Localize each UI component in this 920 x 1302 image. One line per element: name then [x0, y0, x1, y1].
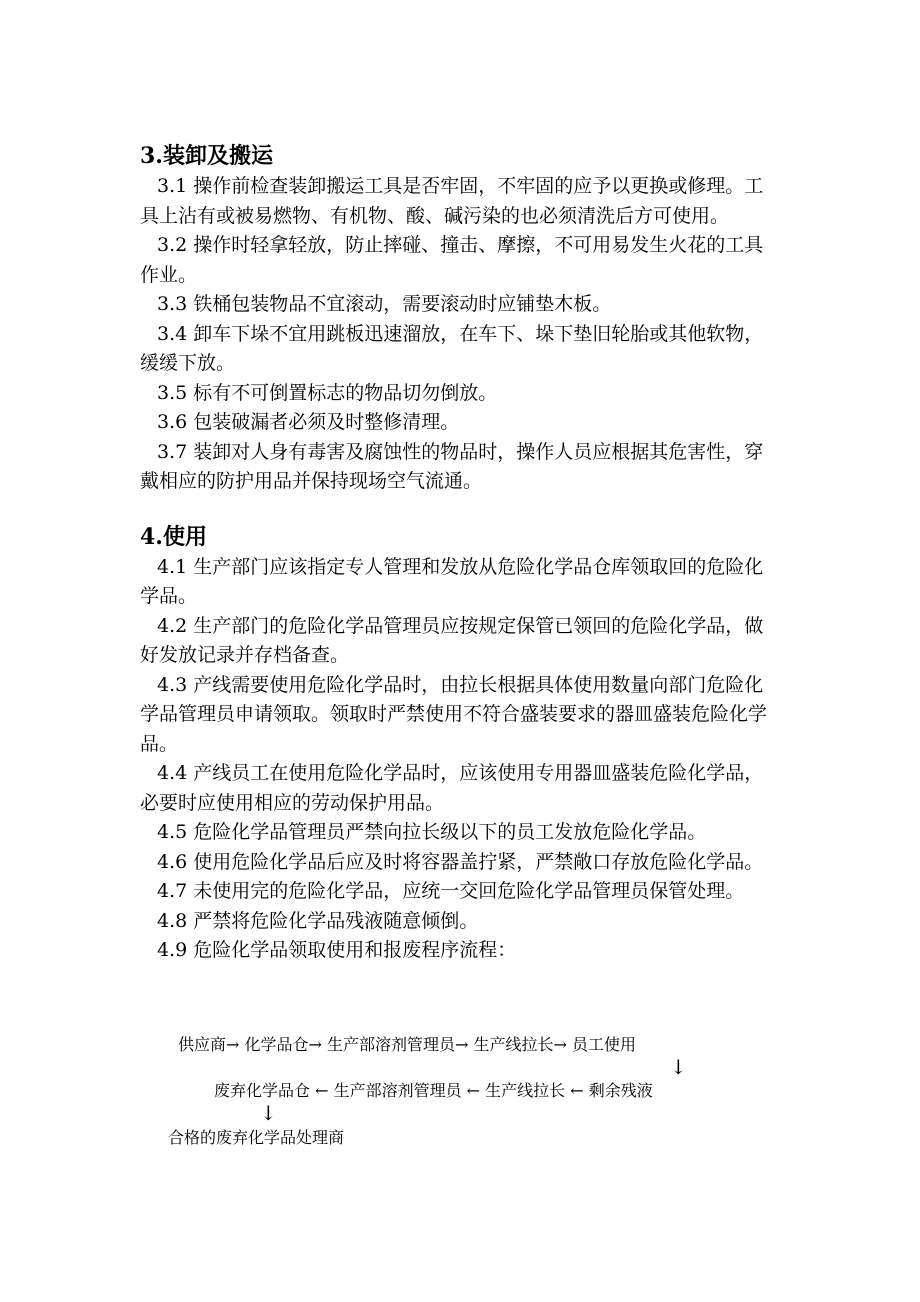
paragraph-4-8: 4.8 严禁将危险化学品残液随意倾倒。: [157, 909, 479, 932]
paragraph-4-3: 4.3 产线需要使用危险化学品时，由拉长根据具体使用数量向部门危险化学品管理员申请领取。领取时严禁使用不符合盛装要求的器皿盛装危险化学品。: [140, 673, 768, 755]
paragraph-4-7: 4.7 未使用完的危险化学品，应统一交回危险化学品管理员保管处理。: [157, 880, 745, 902]
section-heading-loading: 3.装卸及搬运: [140, 143, 273, 169]
paragraph-3-3: 3.3 铁桶包装物品不宜滚动，需要滚动时应铺垫木板。: [157, 293, 612, 315]
paragraph-4-2: 4.2 生产部门的危险化学品管理员应按规定保管已领回的危险化学品，做好发放记录并存档备查。: [140, 614, 764, 666]
document-body: [140, 140, 780, 966]
paragraph-4-5: 4.5 危险化学品管理员严禁向拉长级以下的员工发放危险化学品。: [157, 821, 707, 843]
paragraph-3-1: 3.1 操作前检查装卸搬运工具是否牢固，不牢固的应予以更换或修理。工具上沾有或被易燃物、有机物、酸、碱污染的也必须清洗后方可使用。: [140, 175, 764, 227]
paragraph-3-4: 3.4 卸车下垛不宜用跳板迅速溜放，在车下、垛下垫旧轮胎或其他软物，缓缓下放。: [140, 322, 764, 374]
flow-row-forward: 供应商→ 化学品仓→ 生产部溶剂管理员→ 生产线拉长→ 员工使用: [178, 1035, 636, 1054]
flow-row-final: 合格的废弃化学品处理商: [168, 1128, 345, 1147]
paragraph-4-1: 4.1 生产部门应该指定专人管理和发放从危险化学品仓库领取回的危险化学品。: [140, 555, 764, 607]
paragraph-3-2: 3.2 操作时轻拿轻放，防止摔碰、撞击、摩擦，不可用易发生火花的工具作业。: [140, 234, 764, 286]
paragraph-3-7: 3.7 装卸对人身有毒害及腐蚀性的物品时，操作人员应根据其危害性，穿戴相应的防护用品并保持现场空气流通。: [140, 440, 764, 492]
paragraph-4-4: 4.4 产线员工在使用危险化学品时，应该使用专用器皿盛装危险化学品，必要时应使用相应的劳动保护用品。: [140, 762, 764, 814]
paragraph-4-9: 4.9 危险化学品领取使用和报废程序流程：: [157, 939, 517, 961]
section-heading-usage: 4.使用: [140, 523, 207, 550]
paragraph-3-6: 3.6 包装破漏者必须及时整修清理。: [157, 411, 460, 433]
down-arrow-icon: ↓: [260, 1101, 277, 1125]
down-arrow-icon: ↓: [670, 1055, 687, 1079]
paragraph-3-5: 3.5 标有不可倒置标志的物品切勿倒放。: [157, 381, 498, 404]
flow-row-return: 废弃化学品仓 ← 生产部溶剂管理员 ← 生产线拉长 ← 剩余残液: [214, 1081, 653, 1100]
paragraph-4-6: 4.6 使用危险化学品后应及时将容器盖拧紧，严禁敞口存放危险化学品。: [157, 850, 764, 873]
